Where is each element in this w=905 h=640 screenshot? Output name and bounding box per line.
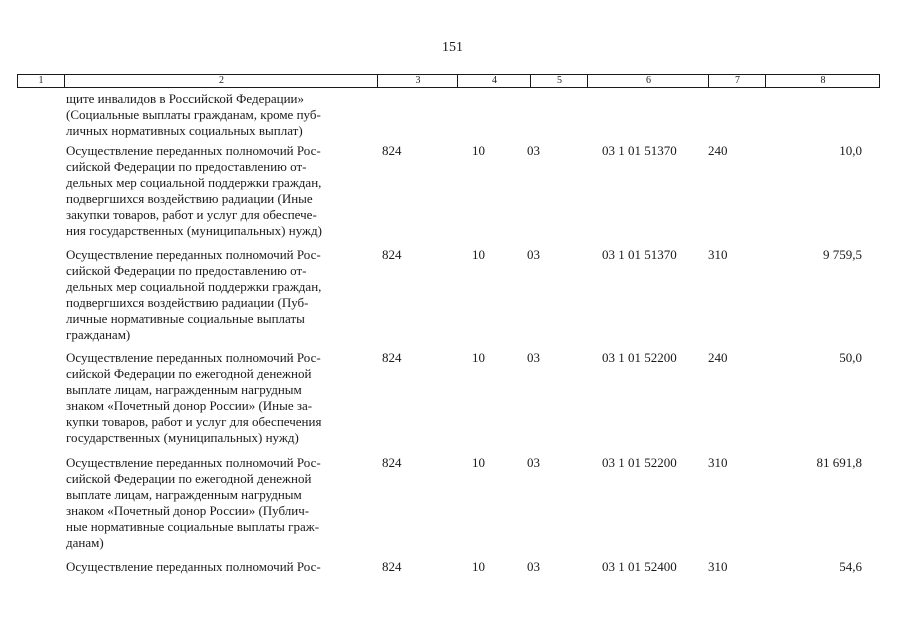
row-amount: 81 691,8 [816, 455, 862, 470]
row-name: Осуществление переданных полномочий Рос- сийской Федерации по ежегодной денежной выплате лицам, награжденным нагрудным знаком «Почетный донор России» (Иные за- купки товаров, работ и услуг для обеспечения государственных (муниципальных) нужд) [66, 350, 322, 445]
row-name: Осуществление переданных полномочий Рос- сийской Федерации по предоставлению от- дельных мер социальной поддержки граждан, подвергшихся воздействию радиации (Иные закупки товаров, работ и услуг для обеспече- ния государственных (муниципальных) нужд) [66, 143, 322, 238]
row-admin-code: 824 [382, 559, 402, 574]
row-target-article: 03 1 01 51370 [602, 143, 677, 158]
row-expense-type: 240 [708, 143, 728, 158]
row-name: Осуществление переданных полномочий Рос- [66, 559, 321, 574]
row-expense-type: 310 [708, 559, 728, 574]
row-amount: 50,0 [839, 350, 862, 365]
row-target-article: 03 1 01 52400 [602, 559, 677, 574]
column-header-1: 1 [38, 75, 44, 86]
row-admin-code: 824 [382, 350, 402, 365]
row-section: 10 [472, 247, 485, 262]
row-section: 10 [472, 143, 485, 158]
column-header-4: 4 [457, 75, 531, 87]
row-target-article: 03 1 01 51370 [602, 247, 677, 262]
row-amount: 9 759,5 [823, 247, 862, 262]
row-section: 10 [472, 350, 485, 365]
row-amount: 54,6 [839, 559, 862, 574]
table-header [17, 74, 880, 88]
row-section: 10 [472, 559, 485, 574]
column-header-5: 5 [530, 75, 588, 87]
row-subsection: 03 [527, 455, 540, 470]
column-header-3: 3 [377, 75, 458, 87]
column-header-8: 8 [765, 75, 880, 87]
row-subsection: 03 [527, 350, 540, 365]
row-expense-type: 310 [708, 247, 728, 262]
row-target-article: 03 1 01 52200 [602, 455, 677, 470]
column-header-7: 7 [708, 75, 766, 87]
row-amount: 10,0 [839, 143, 862, 158]
continuation-text: щите инвалидов в Российской Федерации» (Социальные выплаты гражданам, кроме пуб- личных нормативных социальных выплат) [66, 91, 321, 138]
row-target-article: 03 1 01 52200 [602, 350, 677, 365]
column-header-2: 2 [64, 75, 378, 87]
row-subsection: 03 [527, 247, 540, 262]
column-header-6: 6 [587, 75, 709, 87]
row-admin-code: 824 [382, 455, 402, 470]
row-expense-type: 310 [708, 455, 728, 470]
row-section: 10 [472, 455, 485, 470]
page-number: 151 [442, 40, 463, 55]
row-expense-type: 240 [708, 350, 728, 365]
row-admin-code: 824 [382, 247, 402, 262]
row-subsection: 03 [527, 559, 540, 574]
row-admin-code: 824 [382, 143, 402, 158]
row-name: Осуществление переданных полномочий Рос- сийской Федерации по предоставлению от- дельных мер социальной поддержки граждан, подвергшихся воздействию радиации (Пуб- личные нормативные социальные выплаты гражданам) [66, 247, 322, 342]
row-name: Осуществление переданных полномочий Рос- сийской Федерации по ежегодной денежной выплате лицам, награжденным нагрудным знаком «Почетный донор России» (Публич- ные нормативные социальные выплаты граж- данам) [66, 455, 321, 550]
row-subsection: 03 [527, 143, 540, 158]
